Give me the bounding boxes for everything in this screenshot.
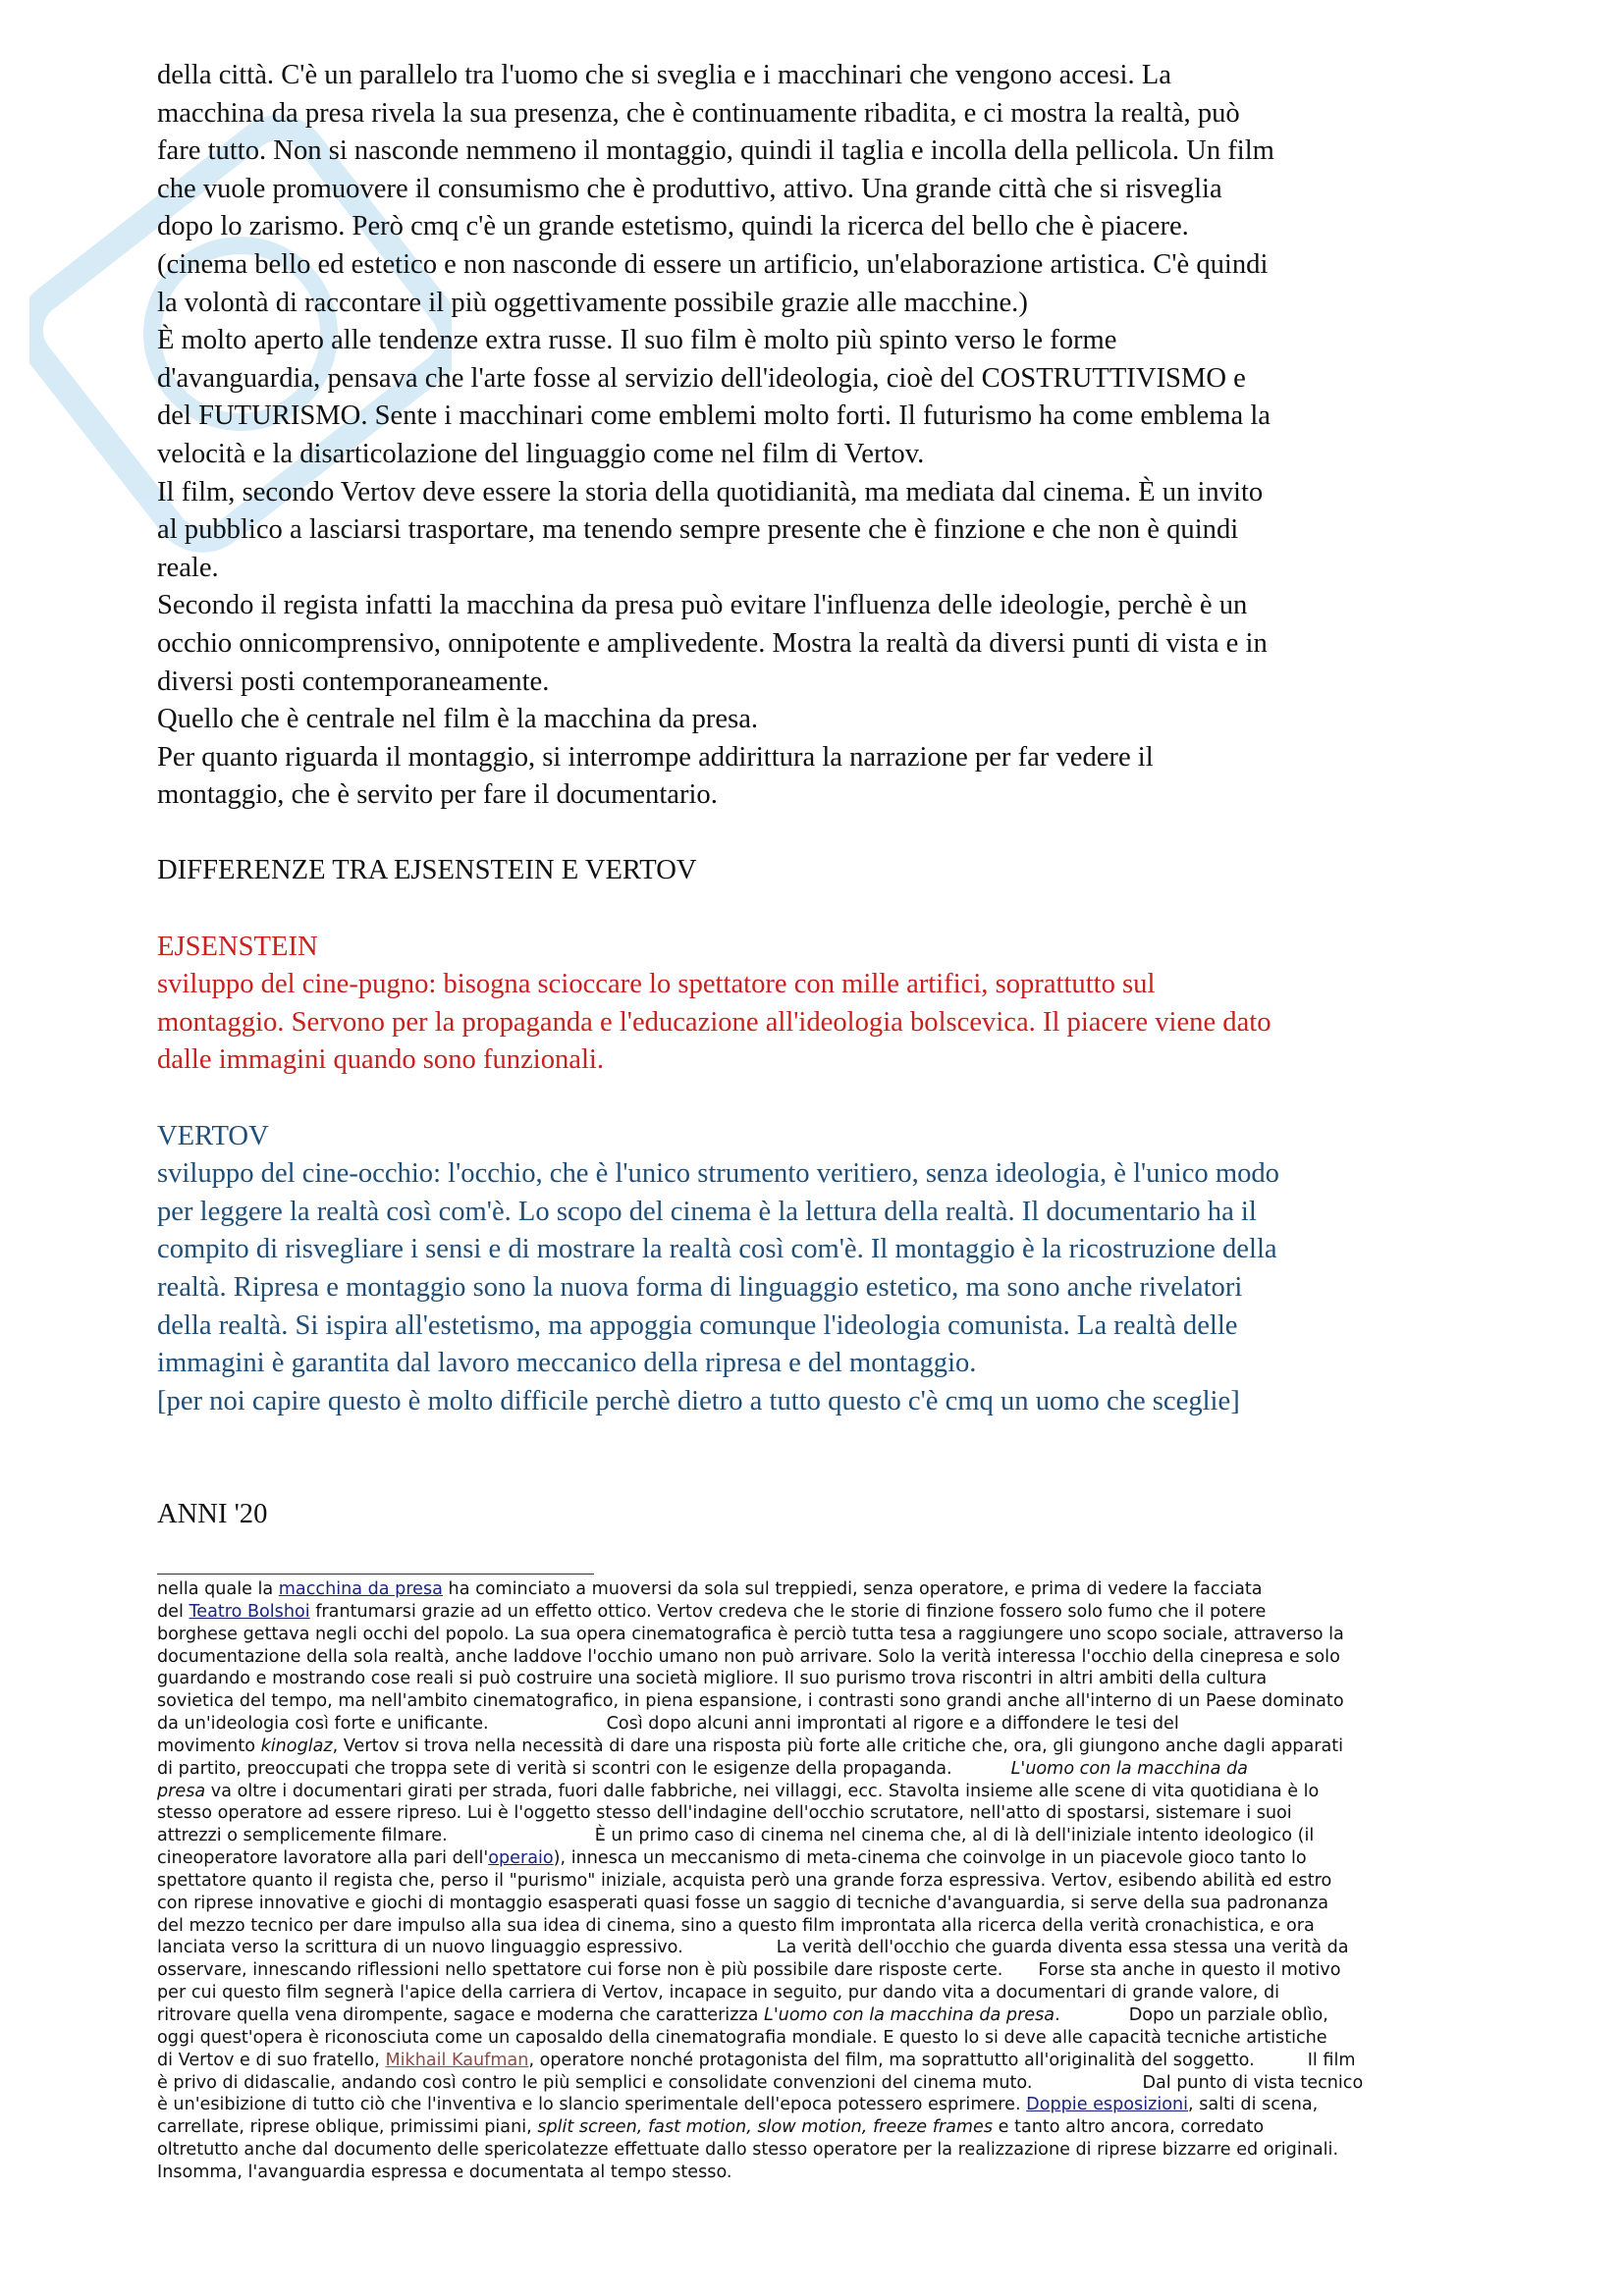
- link-mikhail-kaufman[interactable]: Mikhail Kaufman: [385, 2050, 529, 2070]
- link-operaio[interactable]: operaio: [488, 1848, 554, 1869]
- footnote-line: [157, 2094, 1483, 2116]
- body-line: Il film, secondo Vertov deve essere la storia della quotidianità, ma mediata dal cinema. È un invito: [157, 476, 1264, 507]
- body-line: macchina da presa rivela la sua presenza, che è continuamente ribadita, e ci mostra la realtà, può: [157, 97, 1240, 129]
- footnote-line: borghese gettava negli occhi del popolo. La sua opera cinematografica è perciò tutta tesa a raggiungere uno scopo sociale, attraverso la: [157, 1624, 1344, 1644]
- fn-text: Dopo un parziale oblìo,: [1128, 2005, 1328, 2025]
- footnote-line: [157, 2050, 1483, 2072]
- fn-text: di Vertov e di suo fratello,: [157, 2050, 386, 2070]
- footnote-line: [157, 2072, 1483, 2095]
- fn-text: , Vertov si trova nella necessità di dare una risposta più forte alle critiche che, ora, gli giungono anche dagli apparati: [332, 1735, 1344, 1756]
- vertov-line: della realtà. Si ispira all'estetismo, ma appoggia comunque l'ideologia comunista. La realtà delle: [157, 1309, 1238, 1341]
- fn-text: va oltre i documentari girati per strada, fuori dalle fabbriche, nei villaggi, ecc. Stavolta insieme alle scene di vita quotidiana è lo: [205, 1781, 1320, 1801]
- footnote-line: [157, 1781, 1483, 1803]
- body-line: Secondo il regista infatti la macchina da presa può evitare l'influenza delle ideologie, perchè è un: [157, 590, 1248, 621]
- ejsenstein-section: [157, 929, 1483, 1080]
- vertov-line: sviluppo del cine-occhio: l'occhio, che è l'unico strumento veritiero, senza ideologia, è l'unico modo: [157, 1158, 1279, 1190]
- link-doppie-esposizioni[interactable]: Doppie esposizioni: [1026, 2095, 1189, 2115]
- link-teatro-bolshoi[interactable]: Teatro Bolshoi: [189, 1601, 310, 1622]
- footnote-line: stesso operatore ad essere ripreso. Lui è l'oggetto stesso dell'indagine dell'occhio scrutatore, nell'atto di spostarsi, sistemare i suoi: [157, 1803, 1292, 1824]
- fn-text: ha cominciato a muoversi da sola sul treppiedi, senza operatore, e prima di vedere la facciata: [442, 1578, 1263, 1599]
- fn-italic: kinoglaz: [260, 1735, 333, 1756]
- fn-text: è un'esibizione di tutto ciò che l'inventiva e lo slancio sperimentale dell'epoca potessero esprimere.: [157, 2095, 1027, 2115]
- fn-text: frantumarsi grazie ad un effetto ottico. Vertov credeva che le storie di finzione fossero solo fumo che il potere: [309, 1601, 1267, 1622]
- body-line: della città. C'è un parallelo tra l'uomo che si sveglia e i macchinari che vengono accesi. La: [157, 60, 1171, 90]
- footnote-line: con riprese innovative e giochi di montaggio esasperati quasi fosse un saggio di tecniche d'avanguardia, si serve della sua padronanza: [157, 1893, 1329, 1913]
- fn-text: osservare, innescando riflessioni nello spettatore cui forse non è più possibile dare risposte certe.: [157, 1960, 1003, 1981]
- body-line: diversi posti contemporaneamente.: [157, 666, 550, 697]
- fn-text: movimento: [157, 1735, 261, 1756]
- fn-text: Forse sta anche in questo il motivo: [1038, 1960, 1341, 1981]
- page-content: [157, 57, 1483, 2184]
- body-line: velocità e la disarticolazione del linguaggio come nel film di Vertov.: [157, 438, 925, 469]
- fn-text: da un'ideologia così forte e unificante.: [157, 1714, 489, 1735]
- vertov-line: realtà. Ripresa e montaggio sono la nuova forma di linguaggio estetico, ma sono anche rivelatori: [157, 1272, 1243, 1303]
- body-line: Per quanto riguarda il montaggio, si interrompe addirittura la narrazione per far vedere il: [157, 741, 1154, 773]
- body-line: (cinema bello ed estetico e non nasconde di essere un artificio, un'elaborazione artistica. C'è quindi: [157, 248, 1269, 280]
- footnote-line: [157, 1937, 1483, 1959]
- fn-text: È un primo caso di cinema nel cinema che, al di là dell'iniziale intento ideologico (il: [594, 1826, 1315, 1846]
- fn-text: attrezzi o semplicemente filmare.: [157, 1826, 448, 1846]
- fn-text: lanciata verso la scrittura di un nuovo linguaggio espressivo.: [157, 1938, 683, 1958]
- fn-text: ), innesca un meccanismo di meta-cinema che coinvolge in un piacevole gioco tanto lo: [553, 1848, 1307, 1869]
- body-line: al pubblico a lasciarsi trasportare, ma tenendo sempre presente che è finzione e che non è quindi: [157, 514, 1239, 546]
- footnote-line: [157, 2004, 1483, 2027]
- body-line: montaggio, che è servito per fare il documentario.: [157, 779, 718, 811]
- footnote-line: oggi quest'opera è riconosciuta come un caposaldo della cinematografia mondiale. E questo lo si deve alle capacità tecniche artistiche: [157, 2027, 1327, 2048]
- body-line: la volontà di raccontare il più oggettivamente possibile grazie alle macchine.): [157, 287, 1028, 318]
- footnote-line: oltretutto anche dal documento delle spericolatezze effettuate dallo stesso operatore per la realizzazione di riprese bizzarre ed originali.: [157, 2140, 1339, 2161]
- body-line: d'avanguardia, pensava che l'arte fosse al servizio dell'ideologia, cioè del COSTRUTTIVISMO e: [157, 362, 1246, 394]
- ejsenstein-title: EJSENSTEIN: [157, 931, 318, 962]
- footnote-line: sovietica del tempo, ma nell'ambito cinematografico, in piena espansione, i contrasti sono grandi anche all'interno di un Paese dominato: [157, 1691, 1344, 1712]
- footnote-line: [157, 1601, 1483, 1624]
- fn-text: Così dopo alcuni anni improntati al rigore e a diffondere le tesi del: [606, 1714, 1179, 1735]
- body-line: È molto aperto alle tendenze extra russe. Il suo film è molto più spinto verso le forme: [157, 325, 1117, 356]
- footnote-line: [157, 1825, 1483, 1847]
- footnote-line: [157, 1959, 1483, 1982]
- body-line: fare tutto. Non si nasconde nemmeno il montaggio, quindi il taglia e incolla della pellicola. Un film: [157, 135, 1274, 167]
- fn-text: cineoperatore lavoratore alla pari dell': [157, 1848, 489, 1869]
- vertov-line: per leggere la realtà così com'è. Lo scopo del cinema è la lettura della realtà. Il documentario ha il: [157, 1196, 1257, 1227]
- footnote-line: del mezzo tecnico per dare impulso alla sua idea di cinema, sino a questo film improntata alla ricerca della verità cronachistica, e ora: [157, 1915, 1315, 1936]
- fn-text: del: [157, 1601, 189, 1622]
- body-line: occhio onnicomprensivo, onnipotente e amplivedente. Mostra la realtà da diversi punti di vista e in: [157, 627, 1268, 659]
- vertov-section: [157, 1118, 1483, 1421]
- fn-italic: L'uomo con la macchina da presa: [764, 2005, 1055, 2025]
- footnote-line: [157, 1735, 1483, 1758]
- footnote-line: [157, 1713, 1483, 1735]
- fn-text: di partito, preoccupati che troppa sete di verità si scontri con le esigenze della propaganda.: [157, 1758, 952, 1779]
- ejsenstein-line: dalle immagini quando sono funzionali.: [157, 1044, 605, 1076]
- fn-text: e tanto altro ancora, corredato: [993, 2117, 1265, 2138]
- main-text: [157, 57, 1483, 1534]
- fn-text: ritrovare quella vena dirompente, sagace e moderna che caratterizza: [157, 2005, 765, 2025]
- fn-text: nella quale la: [157, 1578, 279, 1599]
- footnote-line: per cui questo film segnerà l'apice della carriera di Vertov, incapace in seguito, pur dando vita a documentari di grande valore, di: [157, 1983, 1280, 2003]
- fn-text: La verità dell'occhio che guarda diventa essa stessa una verità da: [776, 1938, 1349, 1958]
- footnote-line: [157, 2116, 1483, 2139]
- fn-italic: split screen, fast motion, slow motion, freeze frames: [537, 2117, 994, 2138]
- differences-heading: DIFFERENZE TRA EJSENSTEIN E VERTOV: [157, 855, 697, 886]
- vertov-line: [per noi capire questo è molto difficile perchè dietro a tutto questo c'è cmq un uomo che sceglie]: [157, 1385, 1240, 1416]
- fn-text: è privo di didascalie, andando così contro le più semplici e consolidate convenzioni del cinema muto.: [157, 2072, 1033, 2093]
- body-line: dopo lo zarismo. Però cmq c'è un grande estetismo, quindi la ricerca del bello che è piacere.: [157, 211, 1189, 242]
- body-line: reale.: [157, 552, 219, 583]
- vertov-line: compito di risvegliare i sensi e di mostrare la realtà così com'è. Il montaggio è la ricostruzione della: [157, 1234, 1277, 1265]
- footnote-line: [157, 1578, 1483, 1601]
- link-macchina-da-presa[interactable]: macchina da presa: [278, 1578, 443, 1599]
- fn-text: , salti di scena,: [1188, 2095, 1319, 2115]
- anni-heading: ANNI '20: [157, 1499, 268, 1530]
- fn-text: .: [1055, 2005, 1060, 2025]
- body-line: che vuole promuovere il consumismo che è produttivo, attivo. Una grande città che si risveglia: [157, 173, 1222, 204]
- ejsenstein-line: montaggio. Servono per la propaganda e l'educazione all'ideologia bolscevica. Il piacere viene dato: [157, 1006, 1271, 1038]
- fn-italic: L'uomo con la macchina da: [1010, 1758, 1248, 1779]
- footnote: [157, 1578, 1483, 2184]
- footnote-line: spettatore quanto il regista che, perso il "purismo" iniziale, acquista però una grande forza espressiva. Vertov, esibendo abilità ed estro: [157, 1870, 1332, 1891]
- body-line: Quello che è centrale nel film è la macchina da presa.: [157, 704, 759, 735]
- fn-text: Il film: [1307, 2050, 1356, 2070]
- footnote-line: documentazione della sola realtà, anche laddove l'occhio umano non può arrivare. Solo la verità interessa l'occhio della cinepresa e solo: [157, 1646, 1340, 1667]
- footnote-line: [157, 1758, 1483, 1781]
- body-line: del FUTURISMO. Sente i macchinari come emblemi molto forti. Il futurismo ha come emblema la: [157, 400, 1271, 432]
- fn-text: Dal punto di vista tecnico: [1142, 2072, 1364, 2093]
- vertov-line: immagini è garantita dal lavoro meccanico della ripresa e del montaggio.: [157, 1348, 977, 1379]
- footnote-line: [157, 1847, 1483, 1870]
- fn-text: , operatore nonché protagonista del film, ma soprattutto all'originalità del soggetto.: [528, 2050, 1255, 2070]
- fn-text: carrellate, riprese oblique, primissimi piani,: [157, 2117, 538, 2138]
- fn-italic: presa: [157, 1781, 206, 1801]
- vertov-title: VERTOV: [157, 1120, 269, 1151]
- ejsenstein-line: sviluppo del cine-pugno: bisogna scioccare lo spettatore con mille artifici, soprattutto sul: [157, 969, 1156, 1000]
- footnote-line: Insomma, l'avanguardia espressa e documentata al tempo stesso.: [157, 2162, 732, 2182]
- footnote-line: guardando e mostrando cose reali si può costruire una società migliore. Il suo purismo trova riscontri in altri ambiti della cultura: [157, 1669, 1268, 1689]
- footnote-separator: [157, 1574, 594, 1575]
